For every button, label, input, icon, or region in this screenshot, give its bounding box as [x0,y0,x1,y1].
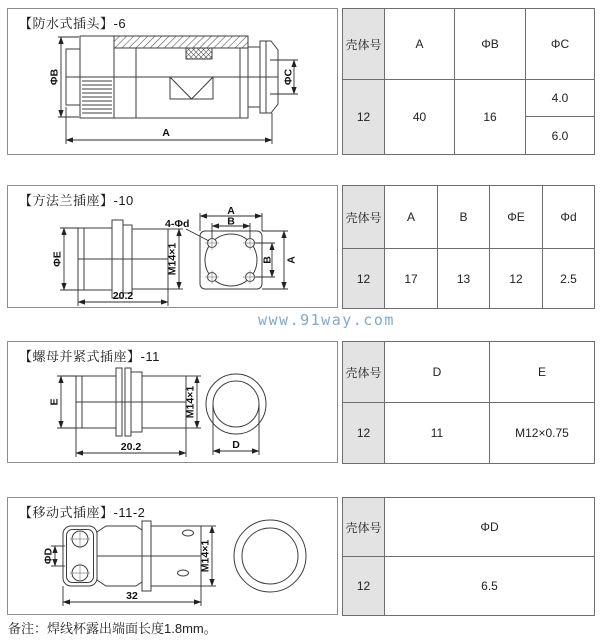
section-box-flange-socket [7,185,338,308]
cell-A: 17 [385,249,438,309]
section-box-mobile-socket [7,497,338,615]
spec-table-nut-clamp-socket [342,341,595,464]
dim-label-A: A [162,127,170,139]
flange-socket-drawing [8,206,337,308]
dim-label-thread: M14×1 [184,385,197,419]
col-header-D: D [385,342,490,403]
dim-label-E: E [48,398,61,406]
cell-D: 11 [385,403,490,464]
nut-clamp-socket-drawing [8,360,337,463]
cell-shell-no: 12 [343,249,385,309]
col-header-shell: 壳体号 [343,9,385,80]
cell-phiC-2: 6.0 [526,117,595,155]
footer-note: 备注：焊线杯露出端面长度1.8mm。 [8,621,217,636]
col-header-shell: 壳体号 [343,498,385,557]
cell-phiE: 12 [490,249,543,309]
cell-shell-no: 12 [343,403,385,464]
col-header-phiC: ΦC [526,9,595,80]
dim-label-right-B: B [261,256,274,264]
dim-label-phiB: ΦB [48,68,61,86]
dim-label-top-B: B [227,215,235,228]
dim-label-top-A: A [227,206,235,217]
dim-label-thread: M14×1 [199,539,212,573]
section-title: 【移动式插座】-11-2 [19,505,146,520]
mobile-socket-drawing [8,516,337,615]
dim-label-holes: 4-Φd [165,218,190,230]
col-header-A: A [385,186,438,249]
dim-label-right-A: A [285,256,298,264]
section-title: 【螺母并紧式插座】-11 [19,349,160,364]
dim-label-thread: M14×1 [166,242,179,276]
section-box-waterproof-plug [7,8,338,155]
col-header-A: A [385,9,455,80]
dim-label-phiE: ΦE [51,251,64,267]
dim-label-phiC: ΦC [282,68,295,86]
dim-label-phiD: ΦD [42,547,55,565]
cell-phiC-1: 4.0 [526,80,595,117]
section-box-nut-clamp-socket [7,341,338,463]
spec-table-flange-socket [342,185,595,309]
dim-label-length: 20.2 [120,441,142,453]
cell-shell-no: 12 [343,557,385,616]
cell-phiB: 16 [455,80,526,155]
dim-label-D: D [232,439,240,451]
cell-shell-no: 12 [343,80,385,155]
cell-B: 13 [438,249,490,309]
col-header-B: B [438,186,490,249]
col-header-phiD: ΦD [385,498,595,557]
col-header-shell: 壳体号 [343,342,385,403]
dim-label-length: 20.2 [112,290,134,302]
waterproof-plug-drawing [8,27,337,154]
section-title: 【方法兰插座】-10 [19,193,134,208]
col-header-phid: Φd [543,186,595,249]
col-header-phiB: ΦB [455,9,526,80]
cell-phid: 2.5 [543,249,595,309]
spec-table-mobile-socket [342,497,595,616]
col-header-phiE: ΦE [490,186,543,249]
section-title: 【防水式插头】-6 [19,16,127,31]
watermark: www.91way.com [258,311,395,329]
cell-E: M12×0.75 [490,403,595,464]
cell-phiD: 6.5 [385,557,595,616]
cell-A: 40 [385,80,455,155]
col-header-E: E [490,342,595,403]
col-header-shell: 壳体号 [343,186,385,249]
dim-label-length: 32 [126,590,138,602]
spec-table-waterproof-plug [342,8,595,155]
